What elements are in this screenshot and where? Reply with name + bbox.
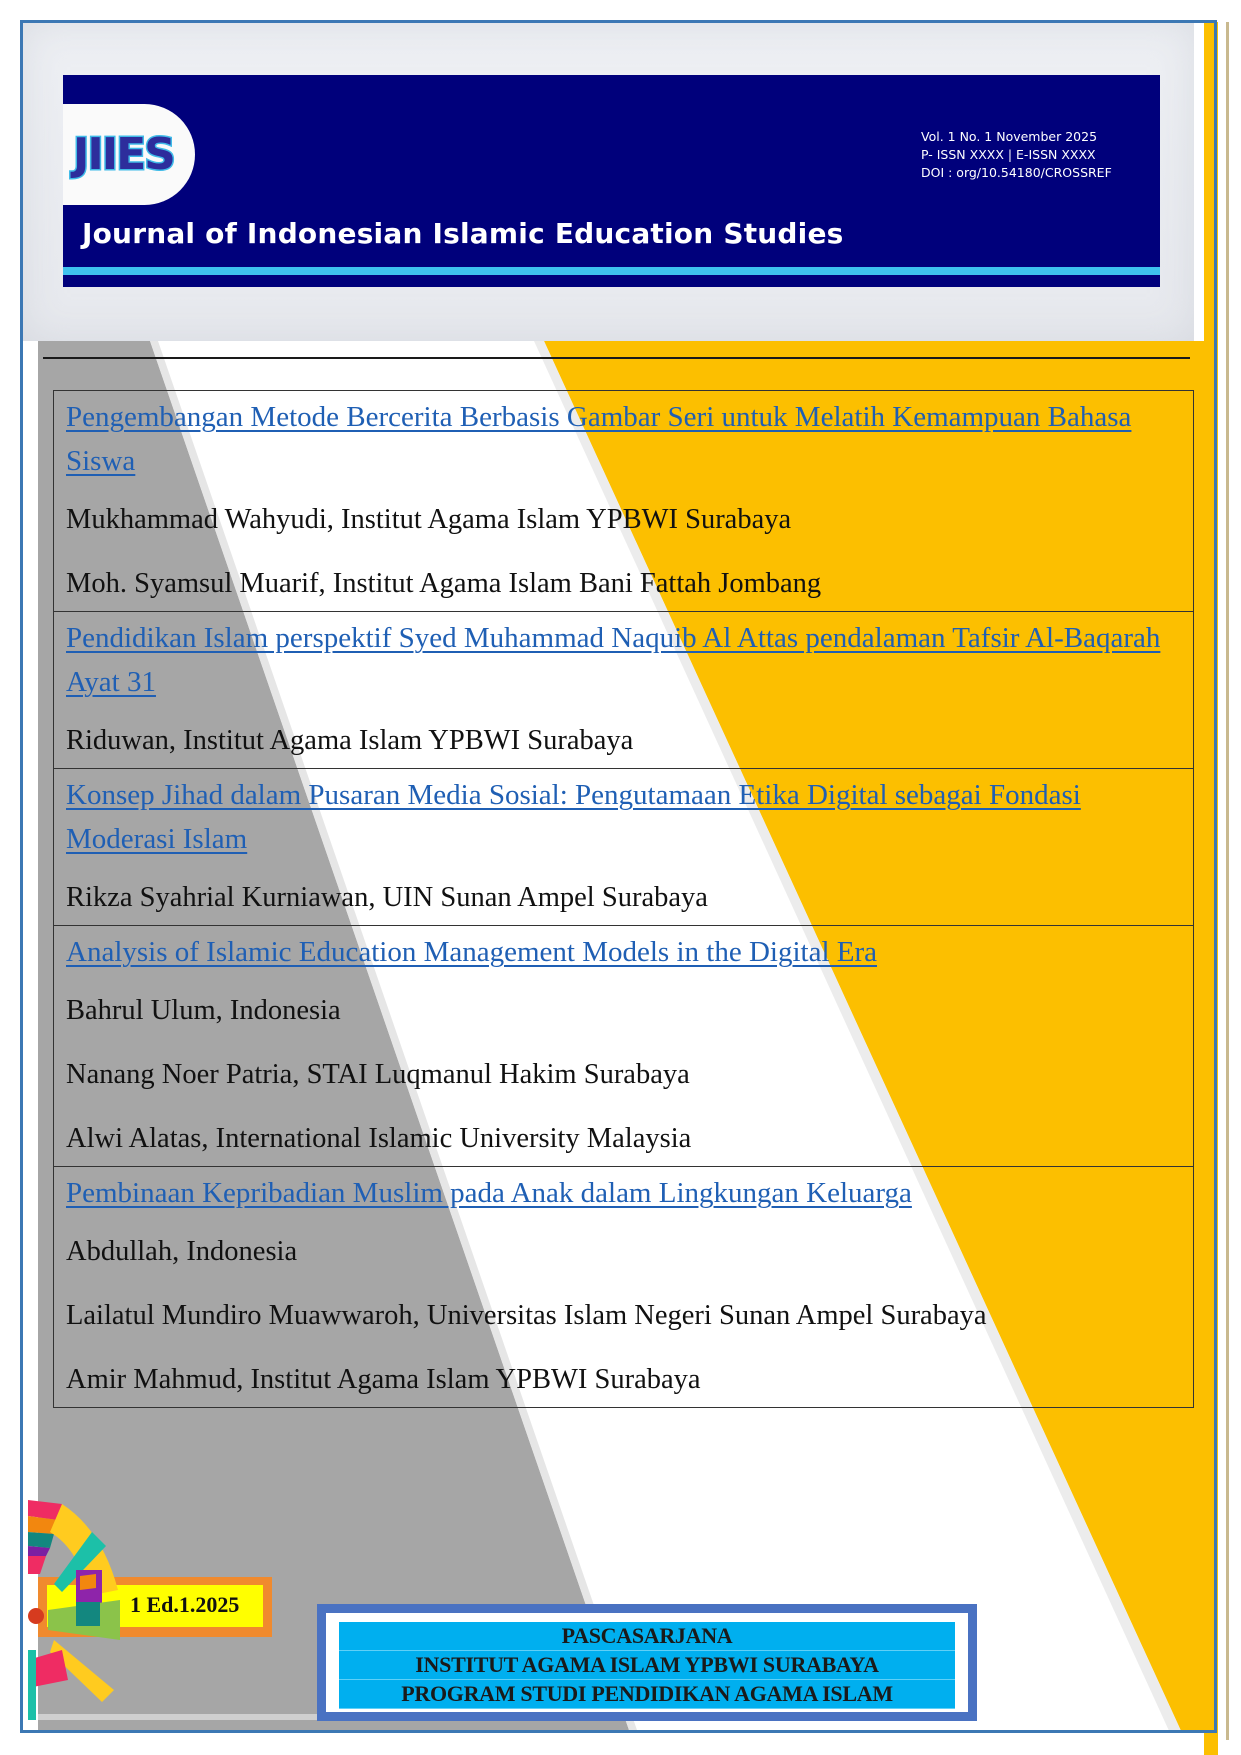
article-author: Mukhammad Wahyudi, Institut Agama Islam YPBWI Surabaya <box>66 504 792 535</box>
article-title-link[interactable]: Pembinaan Kepribadian Muslim pada Anak dalam Lingkungan Keluarga <box>66 1177 912 1209</box>
article-title-link[interactable]: Konsep Jihad dalam Pusaran Media Sosial: Pengutamaan Etika Digital sebagai Fondasi Moderasi Islam <box>66 779 1081 855</box>
doi-info: DOI : org/10.54180/CROSSREF <box>921 165 1112 180</box>
article-entry <box>54 1167 1193 1407</box>
article-author: Rikza Syahrial Kurniawan, UIN Sunan Ampel Surabaya <box>66 882 708 913</box>
article-author: Amir Mahmud, Institut Agama Islam YPBWI Surabaya <box>66 1364 701 1395</box>
article-entry <box>54 612 1193 769</box>
article-author: Lailatul Mundiro Muawwaroh, Universitas Islam Negeri Sunan Ampel Surabaya <box>66 1300 987 1331</box>
institution-line-faculty: PASCASARJANA <box>339 1622 955 1651</box>
issn-info: P- ISSN XXXX | E-ISSN XXXX <box>921 147 1096 162</box>
institution-line-program: PROGRAM STUDI PENDIDIKAN AGAMA ISLAM <box>339 1680 955 1709</box>
edition-label: 1 Ed.1.2025 <box>130 1592 240 1617</box>
article-title-link[interactable]: Pendidikan Islam perspektif Syed Muhammad Naquib Al Attas pendalaman Tafsir Al-Baqarah Ayat 31 <box>66 622 1161 698</box>
article-author: Abdullah, Indonesia <box>66 1236 298 1267</box>
volume-info: Vol. 1 No. 1 November 2025 <box>921 129 1098 144</box>
institution-line-name: INSTITUT AGAMA ISLAM YPBWI SURABAYA <box>339 1651 955 1680</box>
article-entry <box>54 769 1193 926</box>
table-of-contents <box>53 390 1194 1408</box>
institution-lines <box>339 1622 955 1709</box>
tan-edge-line <box>1226 22 1229 1740</box>
article-author: Moh. Syamsul Muarif, Institut Agama Islam Bani Fattah Jombang <box>66 568 822 599</box>
article-author: Riduwan, Institut Agama Islam YPBWI Surabaya <box>66 725 634 756</box>
journal-title: Journal of Indonesian Islamic Education Studies <box>82 217 844 250</box>
divider <box>43 357 1190 359</box>
decorative-swirl-icon <box>22 1490 132 1720</box>
article-author: Nanang Noer Patria, STAI Luqmanul Hakim Surabaya <box>66 1059 690 1090</box>
logo-text: JIIES <box>73 128 174 180</box>
article-entry <box>54 926 1193 1167</box>
article-title-link[interactable]: Analysis of Islamic Education Management Models in the Digital Era <box>66 936 877 968</box>
article-entry <box>54 391 1193 612</box>
article-author: Alwi Alatas, International Islamic University Malaysia <box>66 1123 692 1154</box>
article-author: Bahrul Ulum, Indonesia <box>66 995 341 1026</box>
article-title-link[interactable]: Pengembangan Metode Bercerita Berbasis Gambar Seri untuk Melatih Kemampuan Bahasa Siswa <box>66 401 1132 477</box>
